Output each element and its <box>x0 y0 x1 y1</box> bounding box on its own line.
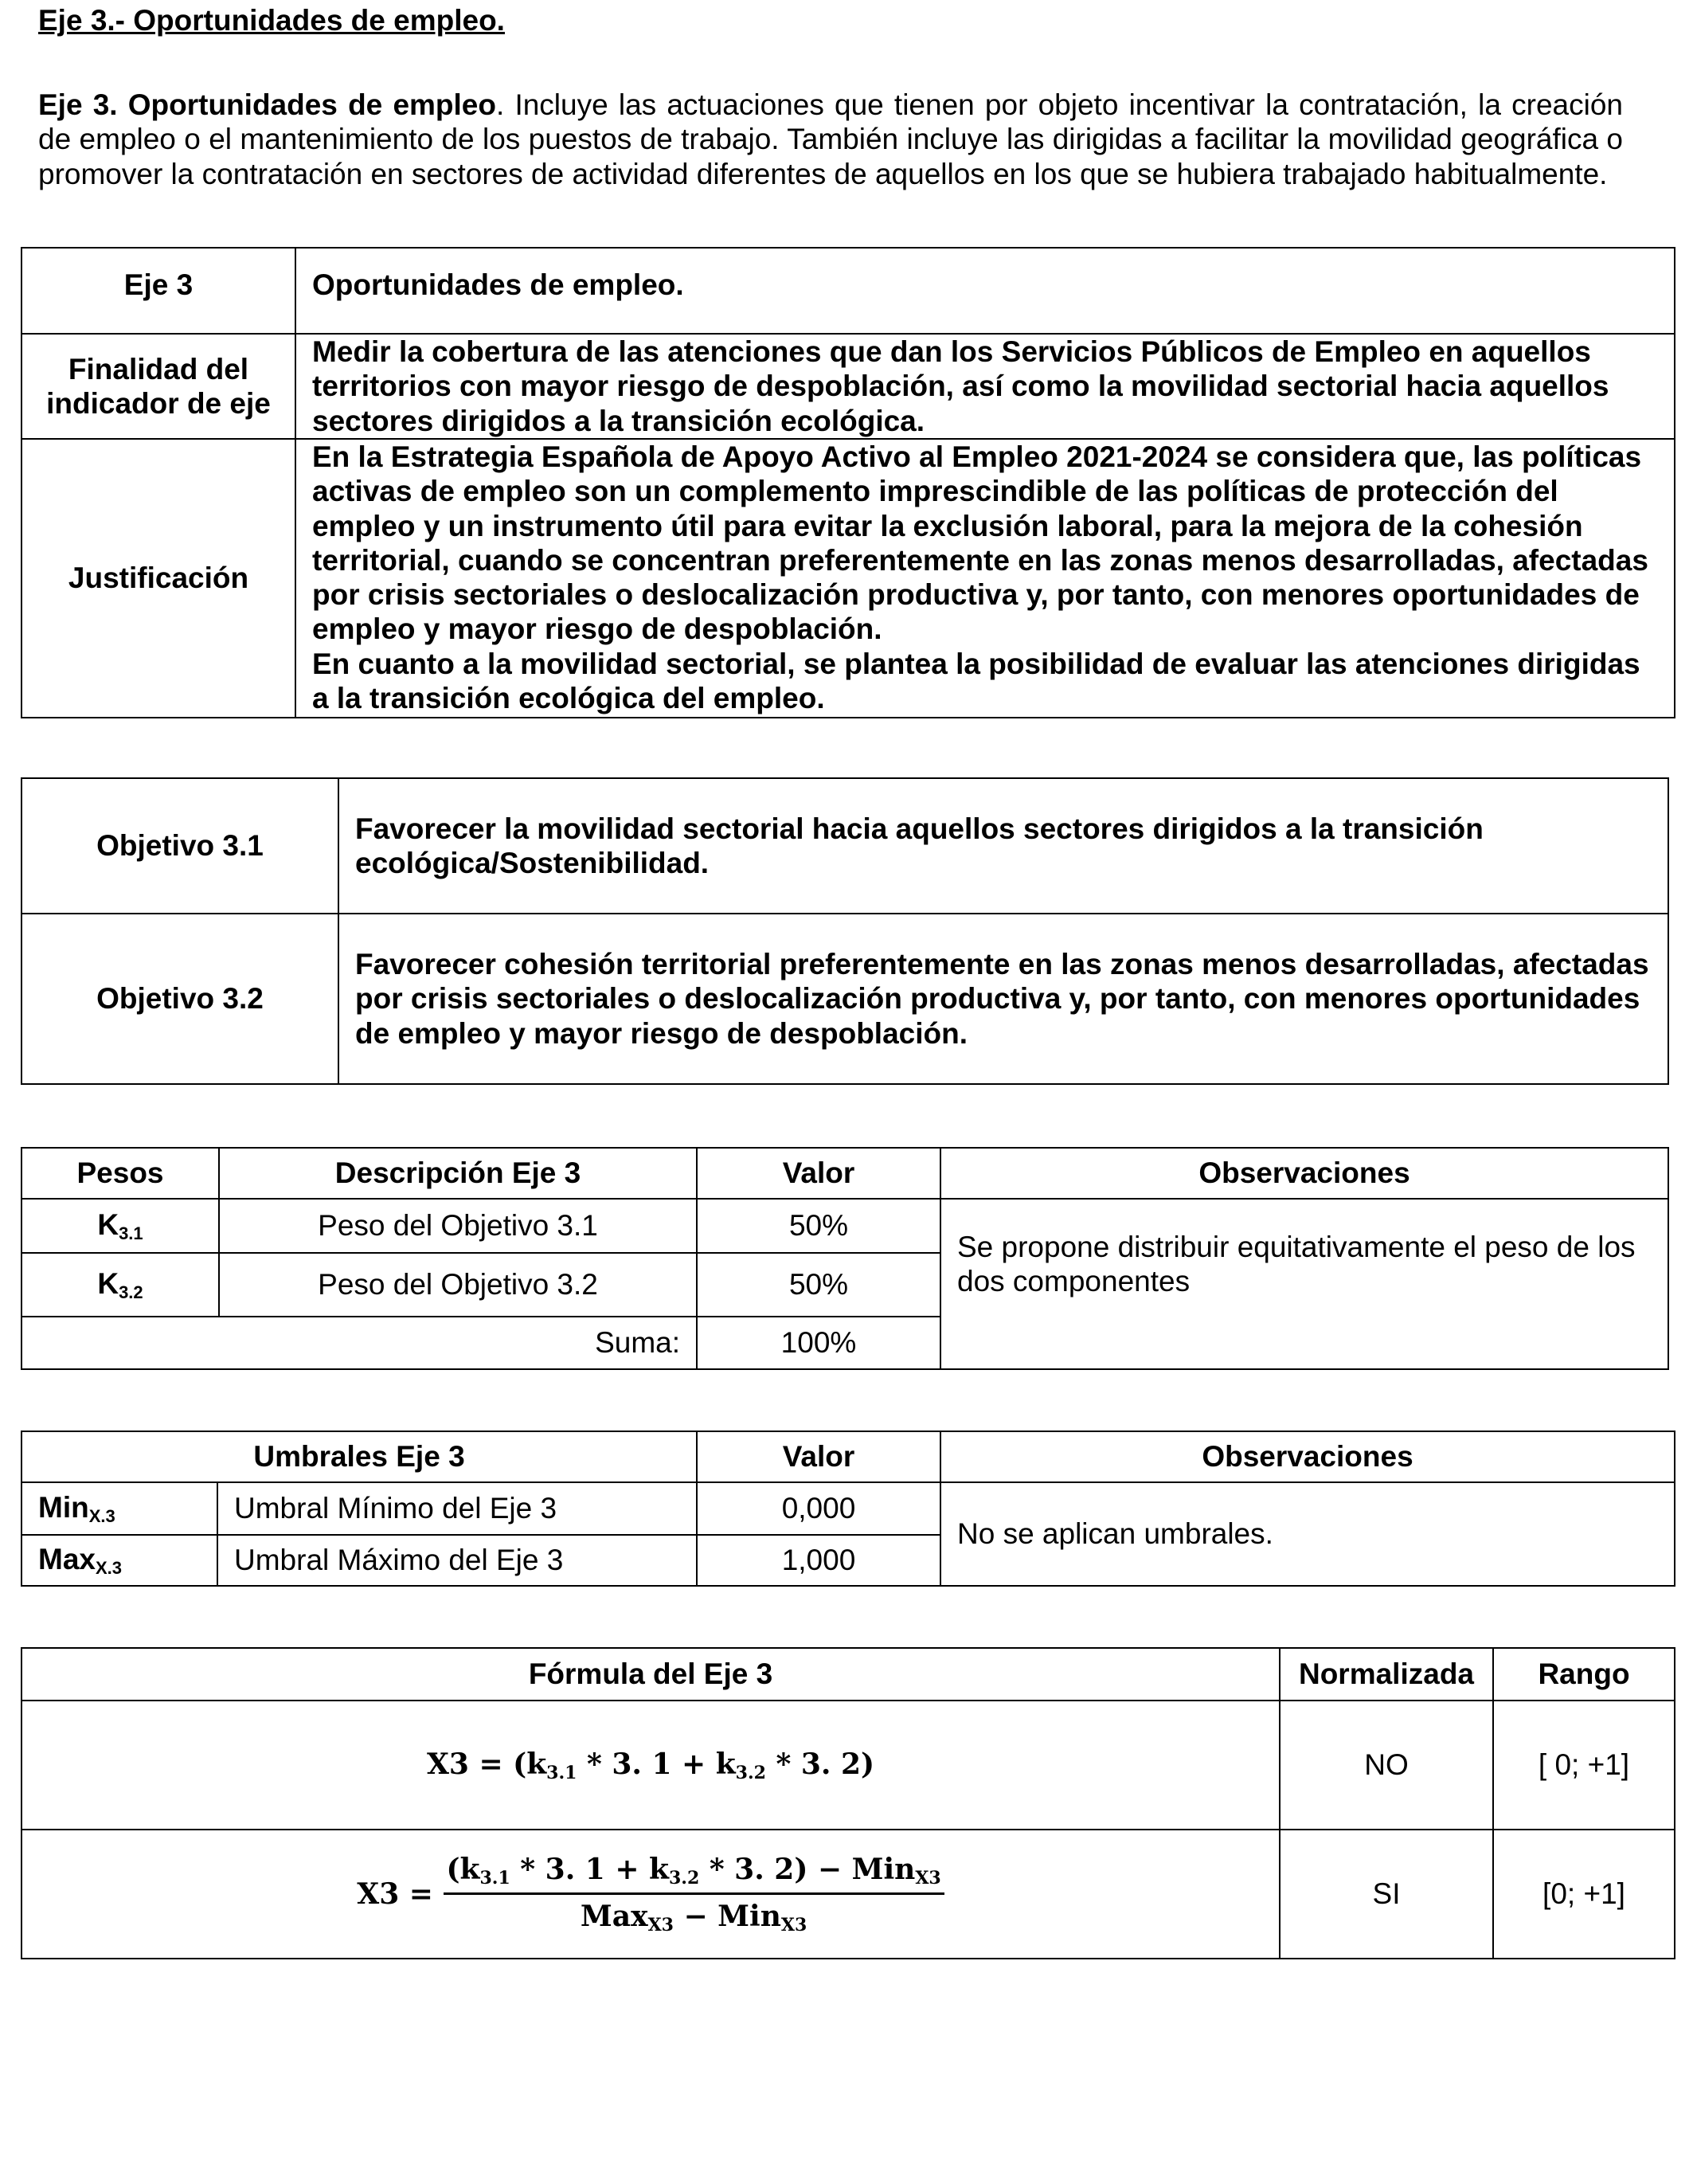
formula-1: $X3 = (k_{3.1} * 3$. $1 + k_{3.2} * 3$. 2) <box>426 1747 875 1783</box>
justificacion-label: Justificación <box>22 439 295 718</box>
eje-label: Eje 3 <box>22 248 295 334</box>
k31-cell: $K_{3.1}$ <box>22 1199 219 1253</box>
intro-text: . Incluye las actuaciones que tienen por objeto incentivar la contratación, la creación de empleo o el mantenimiento de los puestos de trabajo. También incluye las dirigidas a facilitar la movilidad geográfica o promover la contratación en sectores de actividad diferentes de aquellos en los que se hubiera trabajado habitualmente. <box>38 88 1623 190</box>
pesos-table <box>21 1147 1669 1370</box>
peso-32-valor: 50% <box>697 1253 940 1317</box>
objetivo-3-2-value: Favorecer cohesión territorial preferentemente en las zonas menos desarrolladas, afectadas por crisis sectoriales o deslocalización productiva y, por tanto, con menores oportunidades de empleo y mayor riesgo de despoblación. <box>338 914 1668 1084</box>
intro-paragraph <box>38 88 1623 191</box>
formula-table <box>21 1647 1675 1959</box>
normalizada-si: SI <box>1280 1830 1493 1959</box>
normalizada-no: NO <box>1280 1701 1493 1830</box>
valor-header: Valor <box>697 1148 940 1199</box>
peso-31-valor: 50% <box>697 1199 940 1253</box>
umbral-maximo-desc: Umbral Máximo del Eje 3 <box>217 1535 697 1586</box>
k32-cell: $K_{3.2}$ <box>22 1253 219 1317</box>
umbrales-table <box>21 1431 1675 1587</box>
normalizada-header: Normalizada <box>1280 1648 1493 1701</box>
max-x3-cell: Max$_{X.3}$ <box>22 1535 217 1586</box>
intro-bold: Eje 3. Oportunidades de empleo <box>38 88 496 121</box>
umbrales-observaciones-header: Observaciones <box>940 1431 1675 1482</box>
objetivo-3-1-value: Favorecer la movilidad sectorial hacia aquellos sectores dirigidos a la transición ecológica/Sostenibilidad. <box>338 778 1668 914</box>
descripcion-header: Descripción Eje 3 <box>219 1148 697 1199</box>
rango-2: [0; +1] <box>1493 1830 1675 1959</box>
pesos-observaciones: Se propone distribuir equitativamente el peso de los dos componentes <box>940 1199 1668 1369</box>
justificacion-value <box>295 439 1675 718</box>
min-x3-cell: Min$_{X.3}$ <box>22 1482 217 1535</box>
umbral-minimo-desc: Umbral Mínimo del Eje 3 <box>217 1482 697 1535</box>
umbrales-observaciones: No se aplican umbrales. <box>940 1482 1675 1586</box>
peso-32-desc: Peso del Objetivo 3.2 <box>219 1253 697 1317</box>
umbral-maximo-valor: 1,000 <box>697 1535 940 1586</box>
formula-2-cell <box>22 1830 1280 1959</box>
justificacion-text-2: En cuanto a la movilidad sectorial, se plantea la posibilidad de evaluar las atenciones dirigidas a la transición ecológica del empleo. <box>312 647 1640 714</box>
formula-header: Fórmula del Eje 3 <box>22 1648 1280 1701</box>
objetivo-3-1-label: Objetivo 3.1 <box>22 778 338 914</box>
finalidad-label: Finalidad del indicador de eje <box>22 334 295 439</box>
section-heading: Eje 3.- Oportunidades de empleo. <box>38 4 505 37</box>
suma-valor: 100% <box>697 1317 940 1369</box>
eje-definition-table <box>21 247 1675 718</box>
rango-1: [ 0; +1] <box>1493 1701 1675 1830</box>
pesos-header: Pesos <box>22 1148 219 1199</box>
umbral-minimo-valor: 0,000 <box>697 1482 940 1535</box>
formula-1-cell <box>22 1701 1280 1830</box>
objetivo-3-2-label: Objetivo 3.2 <box>22 914 338 1084</box>
peso-31-desc: Peso del Objetivo 3.1 <box>219 1199 697 1253</box>
eje-value: Oportunidades de empleo. <box>295 248 1675 334</box>
objetivos-table <box>21 777 1669 1085</box>
observaciones-header: Observaciones <box>940 1148 1668 1199</box>
suma-label: Suma: <box>22 1317 697 1369</box>
umbrales-header: Umbrales Eje 3 <box>22 1431 697 1482</box>
finalidad-value: Medir la cobertura de las atenciones que dan los Servicios Públicos de Empleo en aquellos territorios con mayor riesgo de despoblación, así como la movilidad sectorial hacia aquellos sectores dirigidos a la transición ecológica. <box>295 334 1675 439</box>
formula-2: X3 = $\frac{(k_{3.1} * 3. 1 + k_{3.2} * 3. 2) - Min_{X3}}{Max_{X3} - Min_{X3}}$ <box>357 1875 944 1908</box>
umbrales-valor-header: Valor <box>697 1431 940 1482</box>
justificacion-text-1: En la Estrategia Española de Apoyo Activo al Empleo 2021-2024 se considera que, las políticas activas de empleo son un complemento imprescindible de las políticas de protección del empleo y un instrumento útil para evitar la exclusión laboral, para la mejora de la cohesión territorial, cuando se concentran preferentemente en las zonas menos desarrolladas, afectadas por crisis sectoriales o deslocalización productiva y, por tanto, con menores oportunidades de empleo y mayor riesgo de despoblación. <box>312 440 1648 646</box>
rango-header: Rango <box>1493 1648 1675 1701</box>
